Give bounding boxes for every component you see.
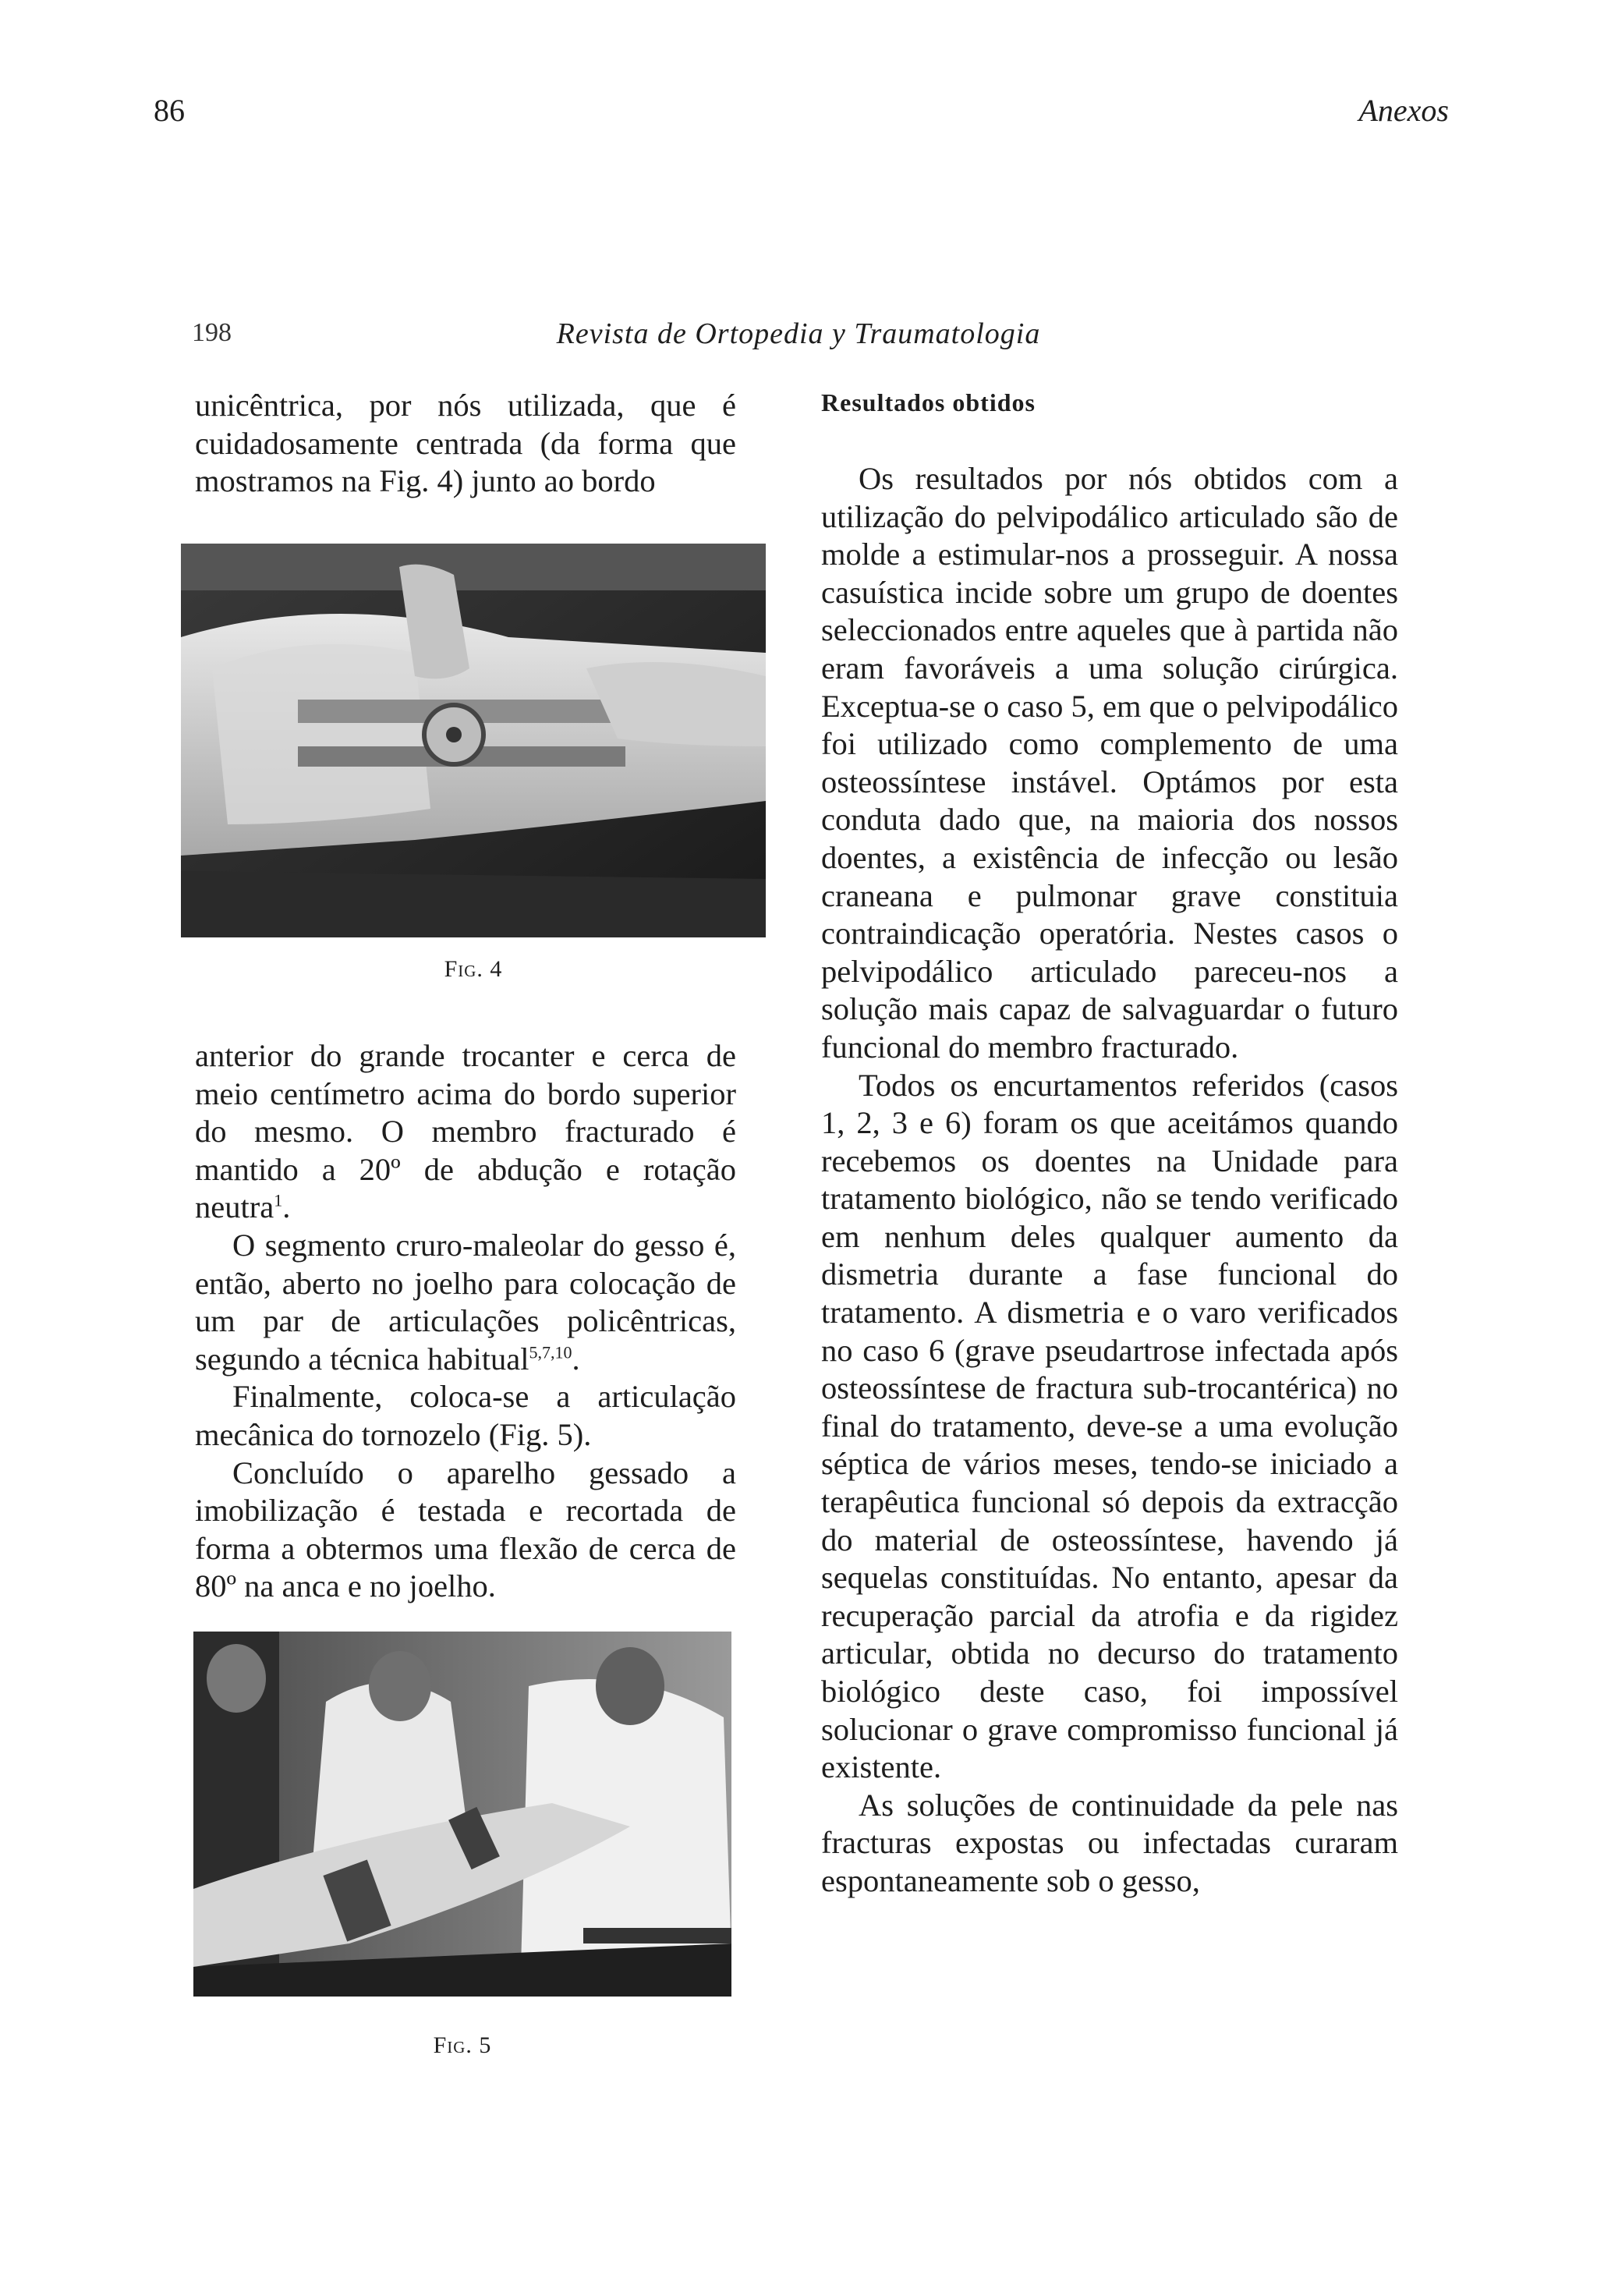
left-para-2 <box>195 1037 736 1606</box>
figure-4-photo <box>181 544 766 937</box>
reference-1: 1 <box>274 1190 283 1210</box>
right-column-text <box>821 460 1398 1901</box>
figure-5-caption: Fig. 5 <box>433 2032 492 2058</box>
journal-page-number: 198 <box>192 318 232 347</box>
left-para-2-text: anterior do grande trocanter e cerca de meio centímetro acima do bordo superior do mesmo. O membro fracturado é mantido a 20º de abdução e rotação neutra <box>195 1038 736 1225</box>
left-para-2-end: . <box>282 1189 291 1225</box>
journal-title: Revista de Ortopedia y Traumatologia <box>556 317 1041 350</box>
left-para-1-text: unicêntrica, por nós utilizada, que é cuidadosamente centrada (da forma que mostramos na Fig. 4) junto ao bordo <box>195 388 736 499</box>
right-para-2: Todos os encurtamentos referidos (casos 1, 2, 3 e 6) foram os que aceitámos quando recebemos os doentes na Unidade para tratamento biológico, não se tendo verificado em nenhum deles qualquer aumento da dismetria durante a fase funcional do tratamento. A dismetria e o varo verificados no caso 6 (grave pseudartrose infectada após osteossíntese de fractura sub-trocantérica) no final do tratamento, deve-se a uma evolução séptica de vários meses, tendo-se iniciado a terapêutica funcional só depois da extracção do material de osteossíntese, havendo já sequelas constituídas. No entanto, apesar da recuperação parcial da atrofia e da rigidez articular, obtida no decurso do tratamento biológico deste caso, foi impossível solucionar o grave compromisso funcional já existente. <box>821 1067 1398 1785</box>
figure-5-photo <box>193 1632 731 1997</box>
section-title-results: Resultados obtidos <box>821 388 1036 416</box>
figure-4-caption: Fig. 4 <box>444 956 503 982</box>
book-page-number: 86 <box>154 93 185 128</box>
left-para-5: Concluído o aparelho gessado a imobilização é testada e recortada de forma a obtermos uma flexão de cerca de 80º na anca e no joelho. <box>195 1454 736 1604</box>
reference-5-7-10: 5,7,10 <box>529 1342 572 1362</box>
right-para-3: As soluções de continuidade da pele nas fracturas expostas ou infectadas curaram espontaneamente sob o gesso, <box>821 1787 1398 1898</box>
book-section-header: Anexos <box>1358 93 1449 128</box>
left-para-4: Finalmente, coloca-se a articulação mecânica do tornozelo (Fig. 5). <box>195 1379 736 1452</box>
left-para-3-end: . <box>572 1341 580 1377</box>
left-para-1 <box>195 387 736 501</box>
left-para-3-text: O segmento cruro-maleolar do gesso é, então, aberto no joelho para colocação de um par de articulações policêntricas, segundo a técnica habitual <box>195 1227 736 1377</box>
right-para-1: Os resultados por nós obtidos com a utilização do pelvipodálico articulado são de molde a estimular-nos a prosseguir. A nossa casuística incide sobre um grupo de doentes seleccionados entre aqueles que à partida não eram favoráveis a uma solução cirúrgica. Exceptua-se o caso 5, em que o pelvipodálico foi utilizado como complemento de uma osteossíntese instável. Optámos por esta conduta dado que, na maioria dos nossos doentes, a existência de infecção ou lesão craneana e pulmonar grave constituia contraindicação operatória. Nestes casos o pelvipodálico articulado pareceu-nos a solução mais capaz de salvaguardar o futuro funcional do membro fracturado. <box>821 461 1398 1065</box>
